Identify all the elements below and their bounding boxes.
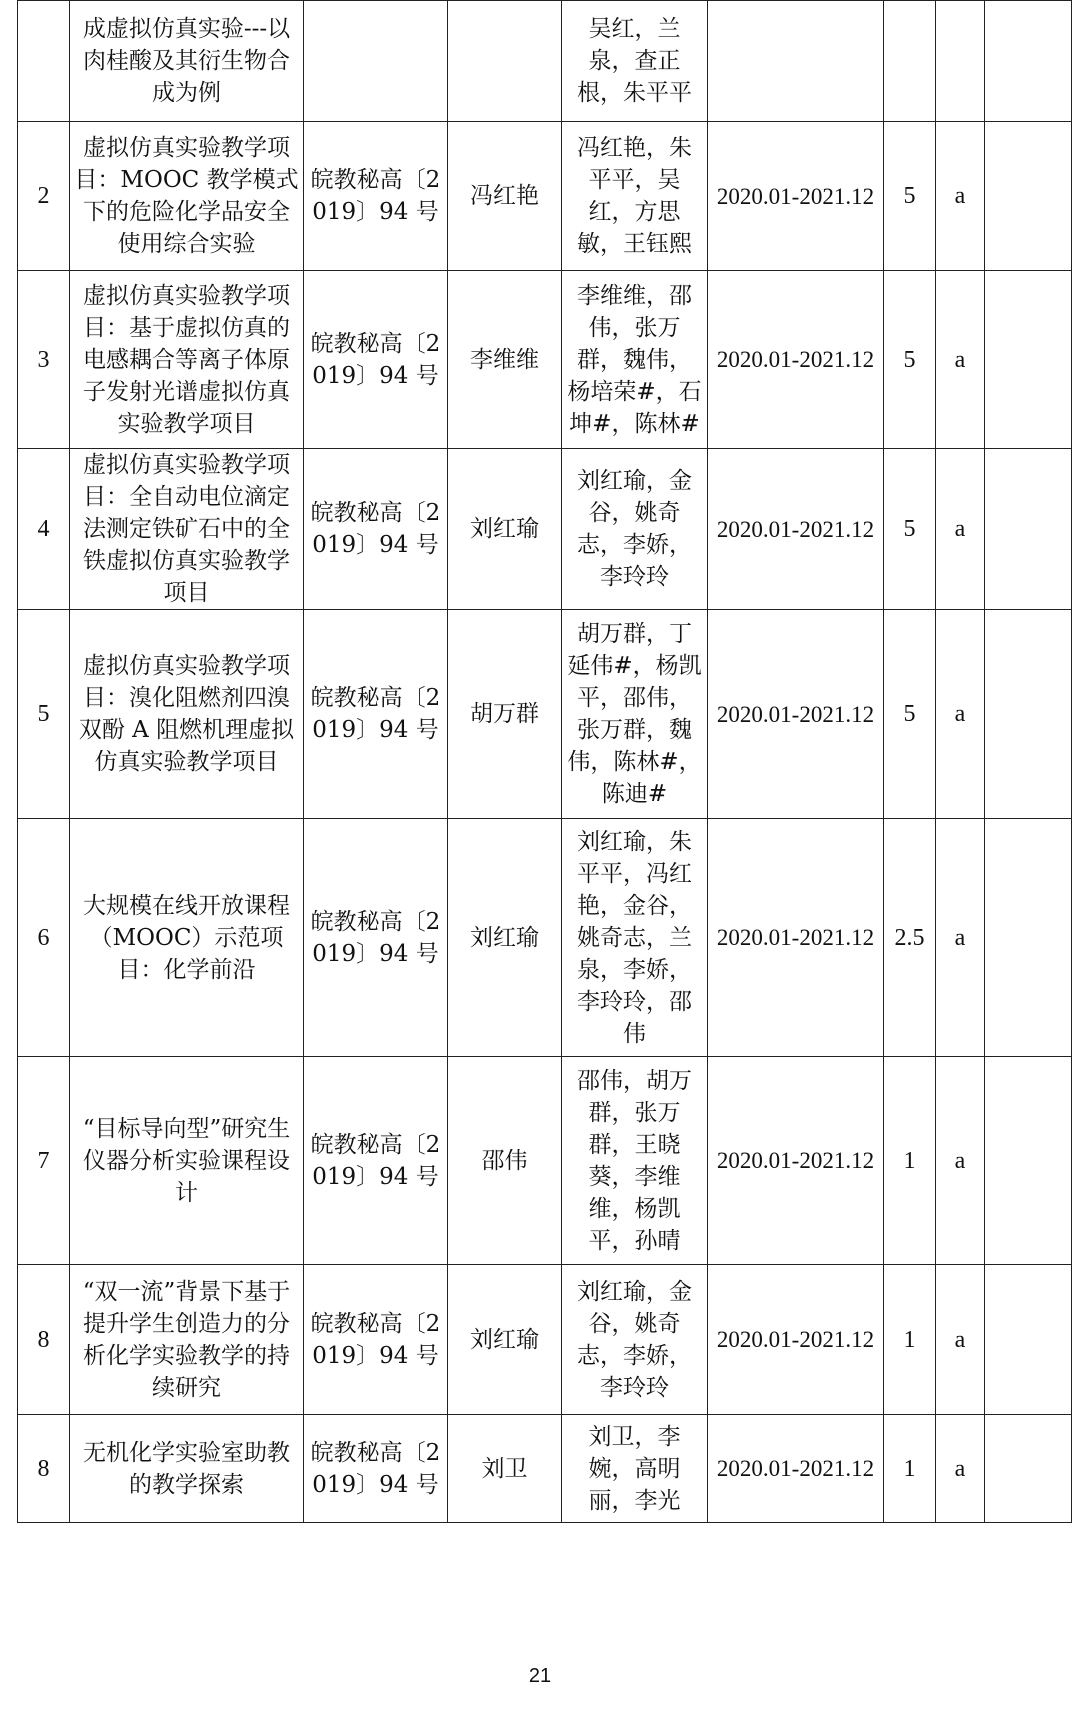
row-number: 2 bbox=[18, 122, 70, 271]
row-number: 5 bbox=[18, 610, 70, 819]
table-row bbox=[18, 1057, 1072, 1265]
project-period: 2020.01-2021.12 bbox=[708, 271, 884, 449]
project-members: 冯红艳，朱平平，吴红，方思敏，王钰熙 bbox=[562, 122, 708, 271]
document-number: 皖教秘高〔2019〕94 号 bbox=[304, 819, 448, 1057]
table-row bbox=[18, 1415, 1072, 1523]
page-number: 21 bbox=[528, 1665, 552, 1687]
project-credit: 1 bbox=[884, 1415, 936, 1523]
row-number bbox=[18, 1, 70, 122]
project-period: 2020.01-2021.12 bbox=[708, 1415, 884, 1523]
projects-table bbox=[17, 0, 1072, 1523]
blank-cell bbox=[985, 1, 1072, 122]
table-row bbox=[18, 271, 1072, 449]
document-number bbox=[304, 1, 448, 122]
project-members: 刘红瑜，朱平平，冯红艳，金谷，姚奇志，兰泉，李娇，李玲玲，邵伟 bbox=[562, 819, 708, 1057]
blank-cell bbox=[985, 271, 1072, 449]
row-number: 8 bbox=[18, 1415, 70, 1523]
project-title: 成虚拟仿真实验---以肉桂酸及其衍生物合成为例 bbox=[70, 1, 304, 122]
project-level bbox=[936, 1, 985, 122]
project-title: 虚拟仿真实验教学项目：MOOC 教学模式下的危险化学品安全使用综合实验 bbox=[70, 122, 304, 271]
project-members: 刘卫，李婉，高明丽，李光 bbox=[562, 1415, 708, 1523]
document-number: 皖教秘高〔2019〕94 号 bbox=[304, 1415, 448, 1523]
project-level: a bbox=[936, 1057, 985, 1265]
project-leader: 刘卫 bbox=[448, 1415, 562, 1523]
project-period: 2020.01-2021.12 bbox=[708, 819, 884, 1057]
project-title: 虚拟仿真实验教学项目：基于虚拟仿真的电感耦合等离子体原子发射光谱虚拟仿真实验教学项目 bbox=[70, 271, 304, 449]
project-credit: 1 bbox=[884, 1265, 936, 1415]
project-period: 2020.01-2021.12 bbox=[708, 610, 884, 819]
project-credit: 2.5 bbox=[884, 819, 936, 1057]
table-row bbox=[18, 449, 1072, 610]
document-number: 皖教秘高〔2019〕94 号 bbox=[304, 1265, 448, 1415]
project-level: a bbox=[936, 271, 985, 449]
project-period: 2020.01-2021.12 bbox=[708, 122, 884, 271]
project-credit: 5 bbox=[884, 271, 936, 449]
project-level: a bbox=[936, 1265, 985, 1415]
project-members: 胡万群，丁延伟#，杨凯平，邵伟，张万群，魏伟，陈林#，陈迪# bbox=[562, 610, 708, 819]
project-members: 李维维，邵伟，张万群，魏伟，杨培荣#，石坤#，陈林# bbox=[562, 271, 708, 449]
row-number: 8 bbox=[18, 1265, 70, 1415]
project-title: “目标导向型”研究生仪器分析实验课程设计 bbox=[70, 1057, 304, 1265]
project-period bbox=[708, 1, 884, 122]
document-number: 皖教秘高〔2019〕94 号 bbox=[304, 122, 448, 271]
blank-cell bbox=[985, 1265, 1072, 1415]
table-row bbox=[18, 610, 1072, 819]
table-row bbox=[18, 819, 1072, 1057]
project-leader: 李维维 bbox=[448, 271, 562, 449]
project-members: 刘红瑜，金谷，姚奇志，李娇，李玲玲 bbox=[562, 1265, 708, 1415]
document-number: 皖教秘高〔2019〕94 号 bbox=[304, 1057, 448, 1265]
blank-cell bbox=[985, 1415, 1072, 1523]
project-level: a bbox=[936, 122, 985, 271]
project-credit: 5 bbox=[884, 122, 936, 271]
project-level: a bbox=[936, 610, 985, 819]
document-number: 皖教秘高〔2019〕94 号 bbox=[304, 449, 448, 610]
blank-cell bbox=[985, 122, 1072, 271]
project-title: 虚拟仿真实验教学项目：全自动电位滴定法测定铁矿石中的全铁虚拟仿真实验教学项目 bbox=[70, 449, 304, 610]
project-period: 2020.01-2021.12 bbox=[708, 449, 884, 610]
blank-cell bbox=[985, 1057, 1072, 1265]
project-leader: 刘红瑜 bbox=[448, 449, 562, 610]
project-credit: 5 bbox=[884, 610, 936, 819]
blank-cell bbox=[985, 819, 1072, 1057]
project-period: 2020.01-2021.12 bbox=[708, 1057, 884, 1265]
project-level: a bbox=[936, 449, 985, 610]
table-row bbox=[18, 122, 1072, 271]
row-number: 6 bbox=[18, 819, 70, 1057]
project-title: “双一流”背景下基于提升学生创造力的分析化学实验教学的持续研究 bbox=[70, 1265, 304, 1415]
project-leader: 邵伟 bbox=[448, 1057, 562, 1265]
row-number: 4 bbox=[18, 449, 70, 610]
project-leader: 冯红艳 bbox=[448, 122, 562, 271]
document-number: 皖教秘高〔2019〕94 号 bbox=[304, 610, 448, 819]
blank-cell bbox=[985, 449, 1072, 610]
project-members: 刘红瑜，金谷，姚奇志，李娇，李玲玲 bbox=[562, 449, 708, 610]
project-level: a bbox=[936, 1415, 985, 1523]
row-number: 3 bbox=[18, 271, 70, 449]
document-number: 皖教秘高〔2019〕94 号 bbox=[304, 271, 448, 449]
row-number: 7 bbox=[18, 1057, 70, 1265]
project-title: 无机化学实验室助教的教学探索 bbox=[70, 1415, 304, 1523]
table-row bbox=[18, 1, 1072, 122]
project-credit: 1 bbox=[884, 1057, 936, 1265]
table-row bbox=[18, 1265, 1072, 1415]
project-leader: 刘红瑜 bbox=[448, 1265, 562, 1415]
project-credit bbox=[884, 1, 936, 122]
project-title: 大规模在线开放课程（MOOC）示范项目：化学前沿 bbox=[70, 819, 304, 1057]
project-period: 2020.01-2021.12 bbox=[708, 1265, 884, 1415]
project-leader bbox=[448, 1, 562, 122]
project-leader: 胡万群 bbox=[448, 610, 562, 819]
project-level: a bbox=[936, 819, 985, 1057]
project-title: 虚拟仿真实验教学项目：溴化阻燃剂四溴双酚 A 阻燃机理虚拟仿真实验教学项目 bbox=[70, 610, 304, 819]
project-credit: 5 bbox=[884, 449, 936, 610]
project-leader: 刘红瑜 bbox=[448, 819, 562, 1057]
blank-cell bbox=[985, 610, 1072, 819]
project-members: 邵伟，胡万群，张万群，王晓葵，李维维，杨凯平，孙晴 bbox=[562, 1057, 708, 1265]
project-members: 吴红，兰泉，查正根，朱平平 bbox=[562, 1, 708, 122]
